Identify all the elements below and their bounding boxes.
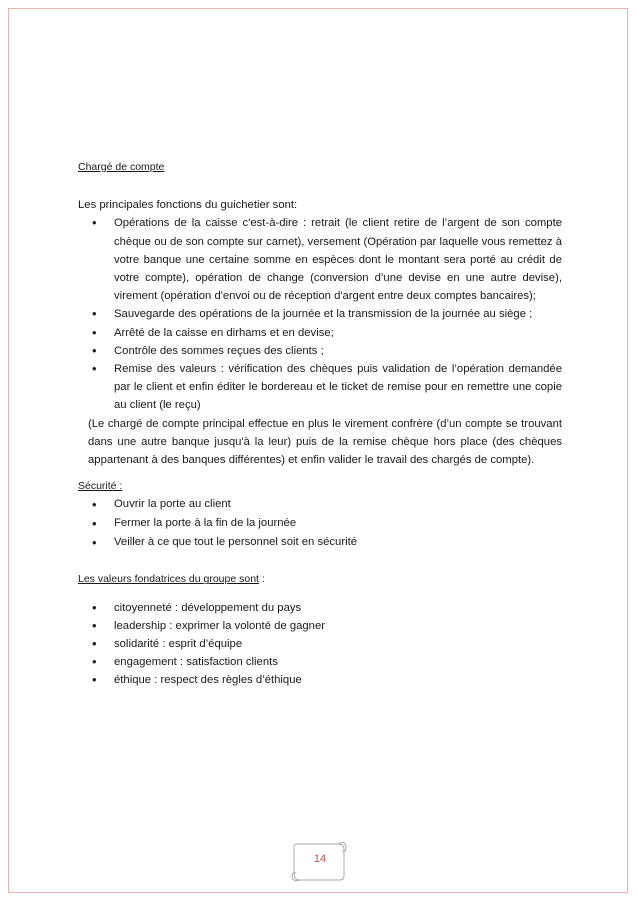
list-item: • Ouvrir la porte au client [114, 495, 562, 514]
list-item: • éthique : respect des règles d’éthique [114, 671, 562, 689]
list-item: • Sauvegarde des opérations de la journée et la transmission de la journée au siège ; [114, 305, 562, 323]
list-item: • engagement : satisfaction clients [114, 653, 562, 671]
document-body [78, 158, 562, 690]
heading-valeurs-suffix: : [258, 573, 265, 586]
heading-charge-de-compte: Chargé de compte [78, 161, 165, 173]
list-item: • Arrêté de la caisse en dirhams et en devise; [114, 324, 562, 342]
list-item: • solidarité : esprit d’équipe [114, 635, 562, 653]
heading-valeurs: Les valeurs fondatrices du groupe sont [78, 573, 259, 586]
list-item: • Veiller à ce que tout le personnel soit en sécurité [114, 533, 562, 552]
heading-securite: Sécurité : [78, 480, 123, 493]
valeurs-list [78, 599, 562, 690]
list-item: • Remise des valeurs : vérification des chèques puis validation de l’opération demandée par le client et enfin éditer le bordereau et le ticket de remise pour en remettre une copie au client (le reçu) [114, 360, 562, 415]
note-paragraph: (Le chargé de compte principal effectue en plus le virement confrère (d’un compte se trouvant dans une autre banque jusqu'à la leur) puis de la remise chèque hors place (des chèques appartenant à des banques différentes) et enfin valider le travail des chargés de compte). [88, 417, 562, 467]
list-item: • Opérations de la caisse c'est-à-dire : retrait (le client retire de l’argent de son compte chèque ou de son compte sur carnet), versement (Opération par laquelle vous remettez à votre banque une certaine somme en espèces dont le montant sera porté au crédit de votre compte), opération de change (conversion d’une devise en une autre devise), virement (opération d'envoi ou de réception d'argent entre deux comptes bancaires); [114, 214, 562, 305]
heading-valeurs-line [78, 570, 562, 588]
list-item: • Contrôle des sommes reçues des clients ; [114, 342, 562, 360]
list-item: • Fermer la porte à la fin de la journée [114, 514, 562, 533]
list-item: • leadership : exprimer la volonté de gagner [114, 617, 562, 635]
fonctions-list [78, 214, 562, 414]
intro-text: Les principales fonctions du guichetier sont: [78, 199, 298, 212]
page-number: 14 [313, 853, 327, 865]
list-item: • citoyenneté : développement du pays [114, 599, 562, 617]
securite-list [78, 495, 562, 552]
